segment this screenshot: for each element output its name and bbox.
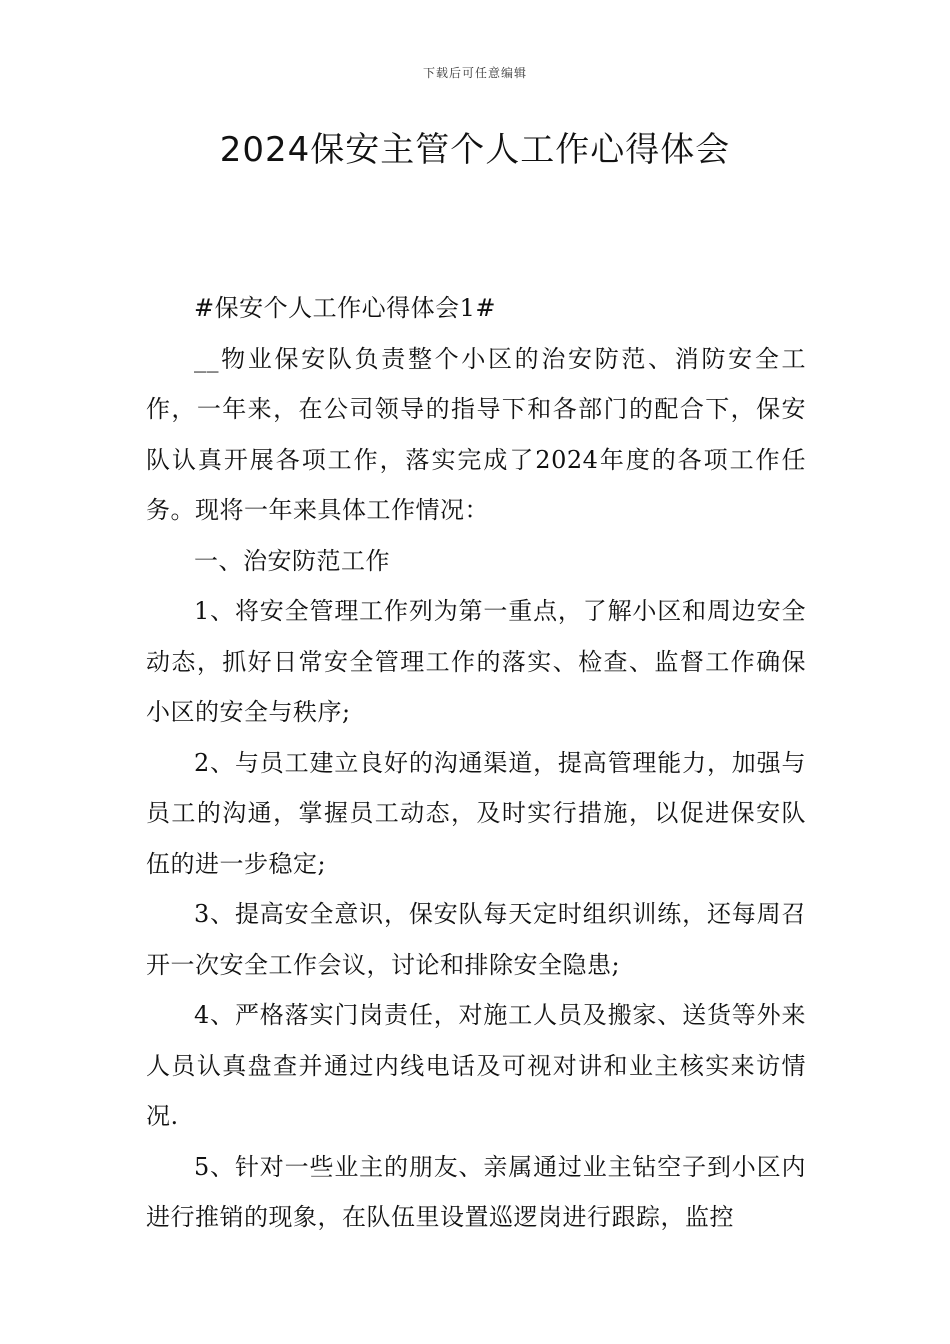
document-title: 2024保安主管个人工作心得体会 — [219, 130, 731, 170]
paragraph: 4、严格落实门岗责任，对施工人员及搬家、送货等外来人员认真盘查并通过内线电话及可视对讲和业主核实来访情况. — [146, 1001, 806, 1130]
section-heading: #保安个人工作心得体会1# — [194, 294, 496, 322]
paragraph: 5、针对一些业主的朋友、亲属通过业主钻空子到小区内进行推销的现象，在队伍里设置巡逻岗进行跟踪，监控 — [146, 1152, 806, 1231]
paragraph: 2、与员工建立良好的沟通渠道，提高管理能力，加强与员工的沟通，掌握员工动态，及时实行措施，以促进保安队伍的进一步稳定; — [146, 748, 806, 878]
header-note: 下载后可任意编辑 — [422, 66, 527, 80]
document-body — [146, 283, 806, 1243]
paragraph: 1、将安全管理工作列为第一重点，了解小区和周边安全动态，抓好日常安全管理工作的落实、检查、监督工作确保小区的安全与秩序; — [146, 597, 806, 726]
paragraph: __物业保安队负责整个小区的治安防范、消防安全工作，一年来，在公司领导的指导下和各部门的配合下，保安队认真开展各项工作，落实完成了2024年度的各项工作任务。现将一年来具体工作情况： — [146, 344, 806, 524]
subsection-heading: 一、治安防范工作 — [194, 546, 390, 575]
paragraph: 3、提高安全意识，保安队每天定时组织训练，还每周召开一次安全工作会议，讨论和排除安全隐患; — [146, 900, 806, 979]
